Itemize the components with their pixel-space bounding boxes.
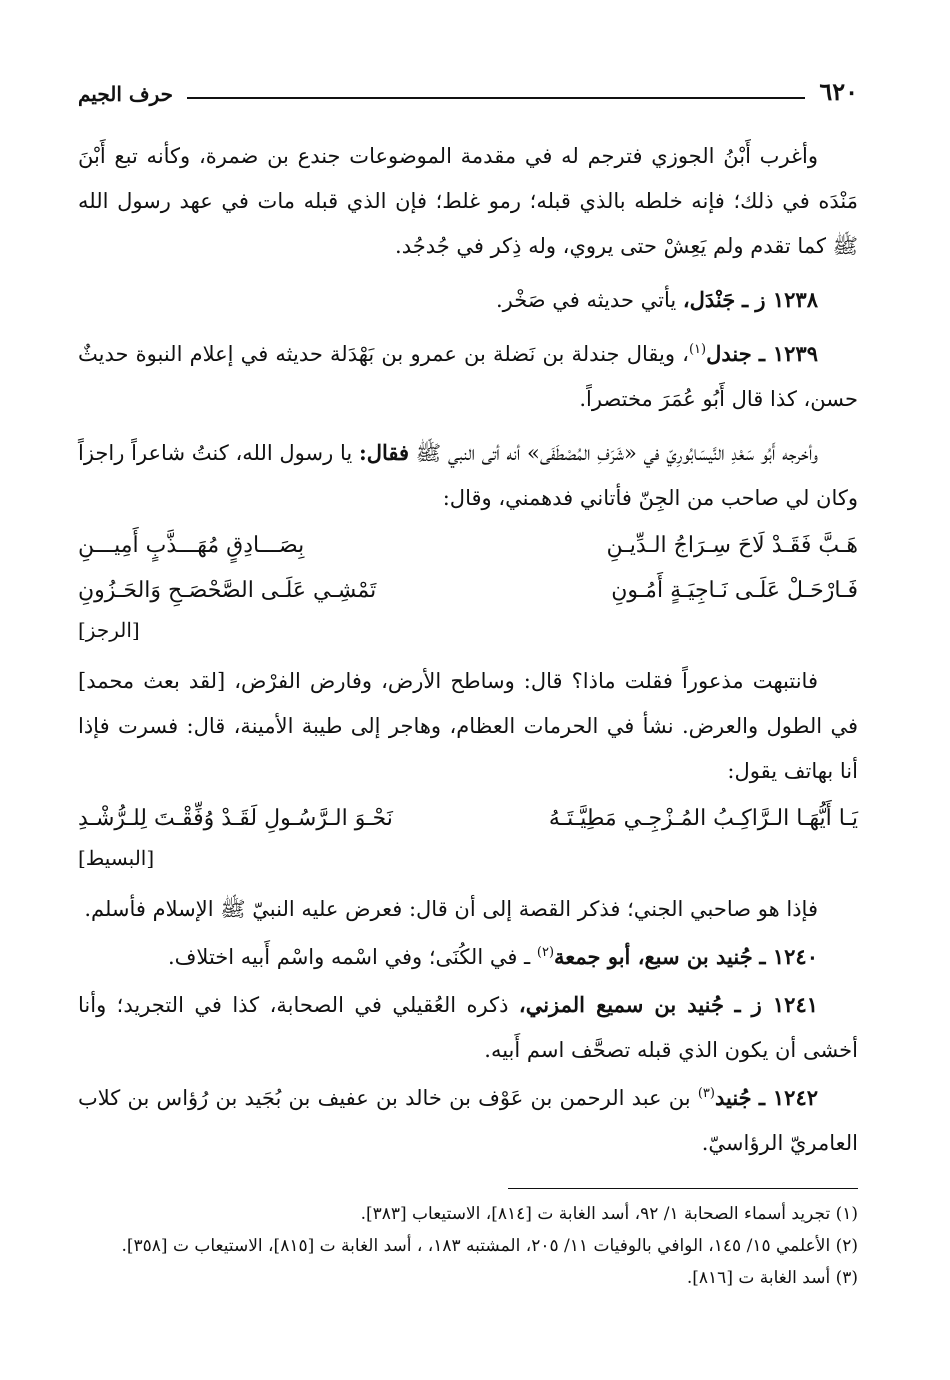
- verse-hemistich: بِصَـــادِقٍ مُهَـــذَّبٍ أَمِيـــنِ: [78, 533, 305, 558]
- verse-hemistich: فَـارْحَـلْ عَلَـى نَـاجِيَـةٍ أَمُـونِ: [611, 578, 858, 603]
- running-title: حرف الجيم: [78, 82, 173, 106]
- paragraph-text: يا رسول الله، كنتُ شاعراً راجزاً وكان لي صاحب من الجِنّ فأتاني فدهمني، وقال:: [78, 441, 858, 510]
- book-page: [78, 78, 858, 1295]
- verse-line: [78, 523, 858, 568]
- footnote-ref: (٣): [697, 1086, 715, 1101]
- verse-hemistich: يَـا أَيُّهَـا الـرَّاكِـبُ المُـزْجِـي مَطِيَّـتَـهُ: [548, 806, 858, 831]
- entry-name: جندل: [706, 341, 752, 366]
- footnote: (٣) أسد الغابة ت [٨١٦].: [686, 1268, 858, 1288]
- entry-text: ، ويقال جندلة بن نَضلة بن عمرو بن بَهْدَلة حديثه في إعلام النبوة حديثٌ حسن، كذا قال أَبُو عُمَرَ مختصراً.: [78, 342, 858, 411]
- footnote: (٢) الأعلمي ١٥/ ١٤٥، الوافي بالوفيات ١١/ ٢٠٥، المشتبه ١٨٣، ، أسد الغابة ت [٨١٥]، الاستيعاب ت [٣٥٨].: [121, 1236, 858, 1256]
- entry-text: ذكره العُقيلي في الصحابة، كذا في التجريد؛ وأنا أخشى أن يكون الذي قبله تصحَّف اسم أَبيه.: [78, 993, 858, 1062]
- entry-number: ١٢٤٢ ـ: [758, 1085, 819, 1110]
- meter-label: [الرجز]: [78, 618, 140, 642]
- entry-number: ١٢٤١ ز ـ: [734, 992, 819, 1017]
- paragraph-faidha: فإذا هو صاحبي الجني؛ فذكر القصة إلى أن قال: فعرض عليه النبيّ ﷺ الإسلام فأسلم.: [84, 897, 818, 921]
- entry-number: ١٢٤٠ ـ: [759, 944, 818, 969]
- entry-number: ١٢٣٩ ـ: [758, 341, 818, 366]
- entry-name: جُنيد بن سبع، أبو جمعة: [554, 944, 753, 969]
- paragraph-bold: فقال:: [358, 440, 410, 465]
- entry-1241: [78, 982, 858, 1073]
- footnote: (١) تجريد أسماء الصحابة ١/ ٩٢، أسد الغابة ت [٨١٤]، الاستيعاب [٣٨٣].: [360, 1204, 858, 1224]
- entry-text: يأتي حديثه في صَخْر.: [495, 288, 683, 312]
- entry-name: جُنيد بن سميع المزني،: [518, 992, 724, 1017]
- page-number: ٦٢٠: [819, 77, 858, 106]
- verse-line: [78, 568, 858, 613]
- entry-text: بن عبد الرحمن بن عَوْف بن خالد بن عفيف بن بُجَيد بن رُؤاس بن كلاب العامريّ الرؤاسيّ.: [78, 1086, 858, 1155]
- page-header: [78, 78, 858, 106]
- verse-hemistich: هَـبَّ فَقَـدْ لَاحَ سِـرَاجُ الـدِّيـنِ: [606, 533, 858, 558]
- footnote-divider: [508, 1188, 858, 1189]
- page-body: [78, 134, 858, 1166]
- footnotes: [78, 1199, 858, 1293]
- entry-1240: [78, 934, 858, 980]
- meter-label: [البسيط]: [78, 846, 155, 870]
- footnote-ref: (٢): [536, 945, 555, 960]
- entry-name: جُنيد: [714, 1085, 752, 1110]
- paragraph-akhrajahu: [78, 430, 858, 521]
- paragraph-ibn-jawzi: وأغرب أَبْنُ الجوزي فترجم له في مقدمة الموضوعات جندع بن ضمرة، وكأنه تبع أَبْنَ مَنْدَه في ذلك؛ فإنه خلطه بالذي قبله؛ رمو غلط؛ فإن الذي قبله مات في عهد رسول الله ﷺ كما تقدم ولم يَعِشْ حتى يروي، وله ذِكر في جُدجُد.: [78, 144, 858, 258]
- paragraph-text: وأخرجه أَبُو سَعْدِ النَّيسَابُورِيّ في «شَرَفِ المُصْطَفَى» أنه أتى النبي ﷺ: [409, 441, 819, 465]
- entry-1238: [78, 277, 858, 323]
- entry-name: جَنْدَل،: [682, 287, 736, 312]
- entry-1239: [78, 331, 858, 422]
- verse-hemistich: نَحْـوَ الـرَّسُـولِ لَقَـدْ وُفِّقْـتَ لِلـرُّشْـدِ: [78, 806, 393, 831]
- verse-hemistich: تَمْشِـي عَلَـى الصَّحْصَـحِ وَالحَـزُونِ: [78, 578, 377, 603]
- entry-number: ١٢٣٨ ز ـ: [741, 287, 818, 312]
- entry-1242: [78, 1075, 858, 1166]
- header-rule: [187, 97, 805, 99]
- entry-text: ـ في الكُنَى؛ وفي اسْمه واسْم أَبيه اختلاف.: [167, 945, 537, 969]
- verse-line: [78, 796, 858, 841]
- paragraph-fantabaht: فانتبهت مذعوراً فقلت ماذا؟ قال: وساطح الأرض، وفارض الفرْض، [لقد بعث محمد] في الطول والعرض. نشأ في الحرمات العظام، وهاجر إلى طيبة الأمينة، قال: فسرت فإذا أنا بهاتف يقول:: [78, 669, 858, 783]
- footnote-ref: (١): [688, 342, 707, 357]
